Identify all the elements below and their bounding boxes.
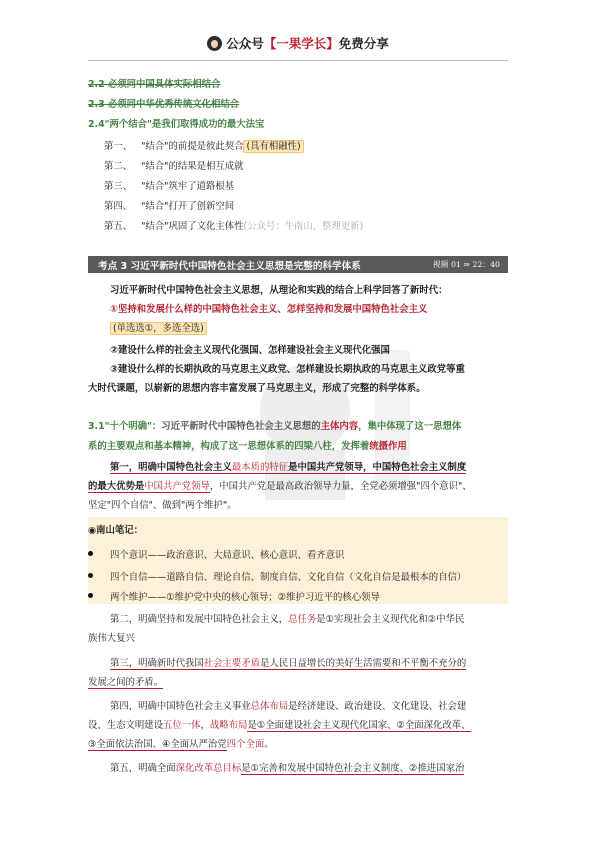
question-3-line2: 大时代课题，以崭新的思想内容丰富发展了马克思主义，形成了完整的科学体系。 [88, 383, 426, 394]
question-3-line1: ③建设什么样的长期执政的马克思主义政党、怎样建设长期执政的马克思主义政党等重 [110, 364, 465, 375]
fourth-line3: ③全面依法治国、④全面从严治党四个全面。 [88, 739, 274, 750]
third-line2: 发展之间的矛盾。 [88, 677, 164, 688]
list-item: 第三、 "结合"筑牢了道路根基 [104, 181, 235, 192]
video-timestamp: 视频 01 ⇒ 22：40 [432, 260, 500, 269]
list-item: 第四、 "结合"打开了创新空间 [104, 201, 235, 212]
avatar-icon [207, 36, 222, 51]
section-title: 考点 3 习近平新时代中国特色社会主义思想是完整的科学体系 [98, 261, 361, 272]
note-title: ◉南山笔记： [88, 525, 144, 536]
list-item: 第二、 "结合"的结果是相互成就 [104, 161, 244, 172]
second-line2: 族伟大复兴 [88, 633, 135, 644]
note-item: 四个自信——道路自信、理论自信、制度自信、文化自信（文化自信是最根本的自信） [88, 569, 466, 583]
section-banner [88, 256, 508, 273]
note-item: 四个意识——政治意识、大局意识、核心意识、看齐意识 [88, 547, 344, 561]
first-line2: 的最大优势是中国共产党领导，中国共产党是最高政治领导力量，全党必须增强"四个意识"、 [88, 481, 472, 492]
fourth-line2: 设、生态文明建设五位一体，战略布局是①全面建设社会主义现代化国家、②全面深化改革、 [88, 720, 471, 731]
heading-3-1-line2: 系的主要观点和基本精神，构成了这一思想体系的四梁八柱，发挥着统摄作用 [88, 441, 407, 452]
list-item: 第一、 "结合"的前提是彼此契合 (具有相融性) [104, 138, 304, 152]
question-1: ①坚持和发展什么样的中国特色社会主义、怎样坚持和发展中国特色社会主义 [110, 304, 428, 315]
fifth-line1: 第五，明确全面深化改革总目标是①完善和发展中国特色社会主义制度、②推进国家治 [110, 763, 465, 774]
second-line1: 第二，明确坚持和发展中国特色社会主义，总任务是①实现社会主义现代化和②中华民 [110, 614, 465, 625]
bullet-icon [88, 593, 93, 598]
paragraph-intro: 习近平新时代中国特色社会主义思想，从理论和实践的结合上科学回答了新时代： [110, 285, 448, 296]
header-divider [88, 60, 508, 61]
heading-2-2: 2.2 必须同中国具体实际相结合 [88, 79, 221, 90]
heading-2-3: 2.3 必须同中华优秀传统文化相结合 [88, 99, 240, 110]
first-line1: 第一，明确中国特色社会主义最本质的特征是中国共产党领导，中国特色社会主义制度 [110, 462, 467, 473]
question-2: ②建设什么样的社会主义现代化强国、怎样建设社会主义现代化强国 [110, 345, 390, 356]
header-title: 公众号【一果学长】免费分享 [0, 34, 596, 52]
heading-2-4: 2.4"两个结合"是我们取得成功的最大法宝 [88, 119, 265, 130]
bullet-icon [88, 573, 93, 578]
bullet-icon [88, 551, 93, 556]
note-item: 两个维护——①维护党中央的核心领导；②维护习近平的核心领导 [88, 589, 380, 603]
heading-3-1-line1: 3.1"十个明确"：习近平新时代中国特色社会主义思想的主体内容，集中体现了这一思想体 [88, 421, 462, 432]
page-header [0, 0, 596, 58]
first-line3: 坚定"四个自信"、做到"两个维护"。 [88, 500, 237, 511]
fourth-line1: 第四，明确中国特色社会主义事业总体布局是经济建设、政治建设、文化建设、社会建 [110, 701, 467, 712]
list-item: 第五、 "结合"巩固了文化主体性(公众号：牛南山，整理更新) [104, 221, 364, 232]
third-line1: 第三，明确新时代我国社会主要矛盾是人民日益增长的美好生活需要和不平衡不充分的 [110, 658, 467, 669]
question-1-note: (单选选①，多选全选) [110, 320, 207, 334]
